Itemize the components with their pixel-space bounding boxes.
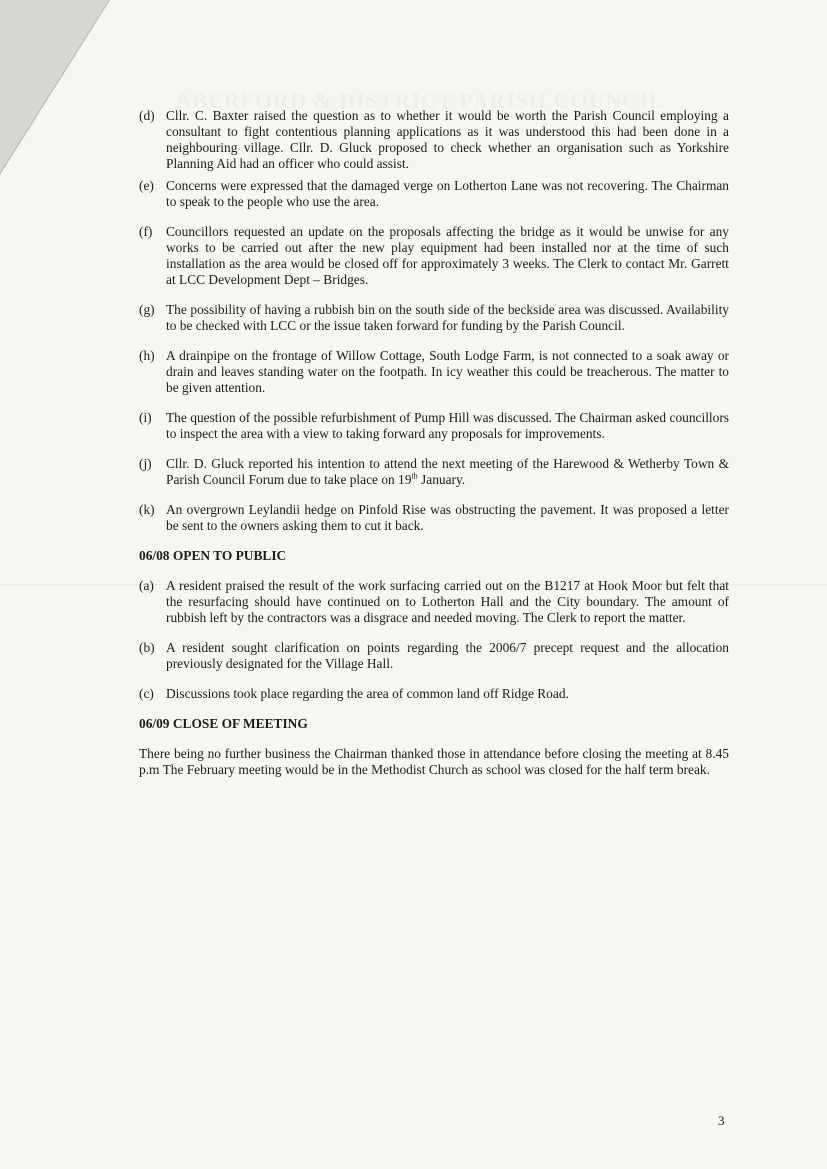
item-label: (d) bbox=[139, 108, 155, 123]
closing-paragraph: There being no further business the Chairman thanked those in attendance before closing the meeting at 8.45 p.m The February meeting would be in the Methodist Church as school was closed for the half term break. bbox=[139, 746, 729, 777]
item-text-before: Cllr. D. Gluck reported his intention to attend the next meeting of the Harewood & Wetherby Town & Parish Council Forum due to take place on 19 bbox=[166, 456, 729, 487]
item-text: Cllr. C. Baxter raised the question as to whether it would be worth the Parish Council employing a consultant to fight contentious planning applications as it was understood this had been done in a neighbouring village. Cllr. D. Gluck proposed to check whether an organisation such as Yorkshire Planning Aid had an officer who could assist. bbox=[166, 108, 729, 171]
public-item-a bbox=[139, 578, 729, 626]
item-f bbox=[139, 224, 729, 288]
section-heading-open-to-public: 06/08 OPEN TO PUBLIC bbox=[139, 548, 287, 563]
item-text: The question of the possible refurbishment of Pump Hill was discussed. The Chairman asked councillors to inspect the area with a view to taking forward any proposals for improvements. bbox=[166, 410, 729, 441]
item-text: Concerns were expressed that the damaged verge on Lotherton Lane was not recovering. The Chairman to speak to the people who use the area. bbox=[166, 178, 729, 209]
item-g bbox=[139, 302, 729, 334]
item-label: (i) bbox=[139, 410, 152, 425]
item-label: (j) bbox=[139, 456, 152, 471]
item-text-after: January. bbox=[417, 472, 466, 487]
item-text: Councillors requested an update on the proposals affecting the bridge as it would be unwise for any works to be carried out after the new play equipment had been installed nor at the time of such installation as the area would be closed off for approximately 3 weeks. The Clerk to contact Mr. Garrett at LCC Development Dept – Bridges. bbox=[166, 224, 729, 287]
ordinal-suffix: th bbox=[411, 471, 418, 481]
item-text: A resident praised the result of the work surfacing carried out on the B1217 at Hook Moor but felt that the resurfacing should have continued on to Lotherton Hall and the City boundary. The amount of rubbish left by the contractors was a disgrace and needed moving. The Clerk to report the matter. bbox=[166, 578, 729, 625]
item-label: (b) bbox=[139, 640, 155, 655]
item-e bbox=[139, 178, 729, 210]
item-label: (g) bbox=[139, 302, 155, 317]
public-item-c bbox=[139, 686, 729, 702]
item-label: (c) bbox=[139, 686, 154, 701]
item-d bbox=[139, 108, 729, 172]
show-through-heading: ABERFORD & DISTRICT PARISH COUNCIL bbox=[175, 88, 665, 113]
minutes-page bbox=[139, 108, 729, 778]
item-label: (a) bbox=[139, 578, 154, 593]
folded-corner bbox=[0, 0, 110, 175]
item-text: A resident sought clarification on points regarding the 2006/7 precept request and the allocation previously designated for the Village Hall. bbox=[166, 640, 729, 671]
item-text: The possibility of having a rubbish bin on the south side of the beckside area was discussed. Availability to be checked with LCC or the issue taken forward for funding by the Parish Council. bbox=[166, 302, 729, 333]
item-label: (f) bbox=[139, 224, 153, 239]
item-text: An overgrown Leylandii hedge on Pinfold Rise was obstructing the pavement. It was proposed a letter be sent to the owners asking them to cut it back. bbox=[166, 502, 729, 533]
item-label: (e) bbox=[139, 178, 154, 193]
item-text: Discussions took place regarding the area of common land off Ridge Road. bbox=[166, 686, 569, 701]
item-j bbox=[139, 456, 729, 488]
public-item-b bbox=[139, 640, 729, 672]
item-i bbox=[139, 410, 729, 442]
item-k bbox=[139, 502, 729, 534]
item-label: (k) bbox=[139, 502, 155, 517]
page-number: 3 bbox=[718, 1113, 725, 1128]
item-text: A drainpipe on the frontage of Willow Cottage, South Lodge Farm, is not connected to a soak away or drain and leaves standing water on the footpath. In icy weather this could be treacherous. The matter to be given attention. bbox=[166, 348, 729, 395]
section-heading-close-of-meeting: 06/09 CLOSE OF MEETING bbox=[139, 716, 308, 731]
item-label: (h) bbox=[139, 348, 155, 363]
item-h bbox=[139, 348, 729, 396]
